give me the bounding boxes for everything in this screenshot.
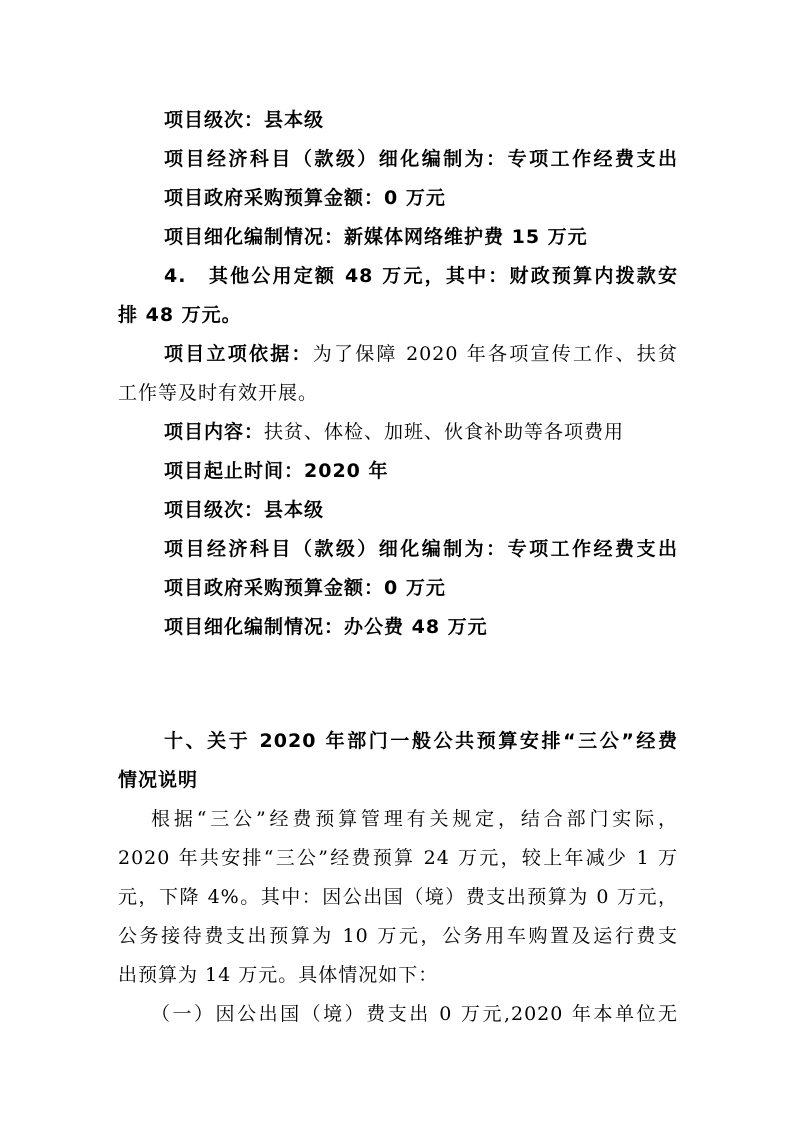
paragraph-line-3: 元，下降 4%。其中：因公出国（境）费支出预算为 0 万元，	[118, 886, 678, 908]
section-10-heading-cont: 情况说明	[118, 769, 199, 791]
project-content-label: 项目内容：	[164, 421, 265, 443]
paragraph-line-2: 2020 年共安排“三公”经费预算 24 万元，较上年减少 1 万	[118, 847, 678, 869]
project-period-line: 项目起止时间：2020 年	[164, 460, 389, 482]
project-detail-line-2: 项目细化编制情况：办公费 48 万元	[164, 616, 488, 638]
project-procurement-line-2: 项目政府采购预算金额：0 万元	[164, 577, 446, 599]
item-4-heading-cont: 排 48 万元。	[118, 304, 242, 326]
project-level-line: 项目级次：县本级	[164, 109, 325, 131]
project-procurement-line: 项目政府采购预算金额：0 万元	[164, 187, 446, 209]
paragraph-line-6: （一）因公出国（境）费支出 0 万元,2020 年本单位无	[151, 1003, 678, 1025]
paragraph-line-1: 根据“三公”经费预算管理有关规定，结合部门实际，	[151, 808, 678, 830]
project-content-text: 扶贫、体检、加班、伙食补助等各项费用	[264, 421, 625, 443]
project-basis-label: 项目立项依据：	[164, 343, 313, 365]
paragraph-line-5: 出预算为 14 万元。具体情况如下：	[118, 964, 439, 986]
project-level-line-2: 项目级次：县本级	[164, 499, 325, 521]
project-economic-subject-line: 项目经济科目（款级）细化编制为：专项工作经费支出	[164, 148, 678, 170]
section-10-heading: 十、关于 2020 年部门一般公共预算安排“三公”经费	[164, 730, 678, 752]
project-detail-line: 项目细化编制情况：新媒体网络维护费 15 万元	[164, 226, 588, 248]
project-basis-text: 为了保障 2020 年各项宣传工作、扶贫	[312, 343, 678, 365]
project-economic-subject-line-2: 项目经济科目（款级）细化编制为：专项工作经费支出	[164, 538, 678, 560]
project-basis-line	[164, 342, 678, 367]
item-4-heading-line: 4. 其他公用定额 48 万元，其中：财政预算内拨款安	[164, 265, 678, 287]
project-content-line	[164, 420, 724, 445]
paragraph-line-4: 公务接待费支出预算为 10 万元，公务用车购置及运行费支	[118, 925, 678, 947]
project-basis-cont: 工作等及时有效开展。	[118, 382, 319, 404]
